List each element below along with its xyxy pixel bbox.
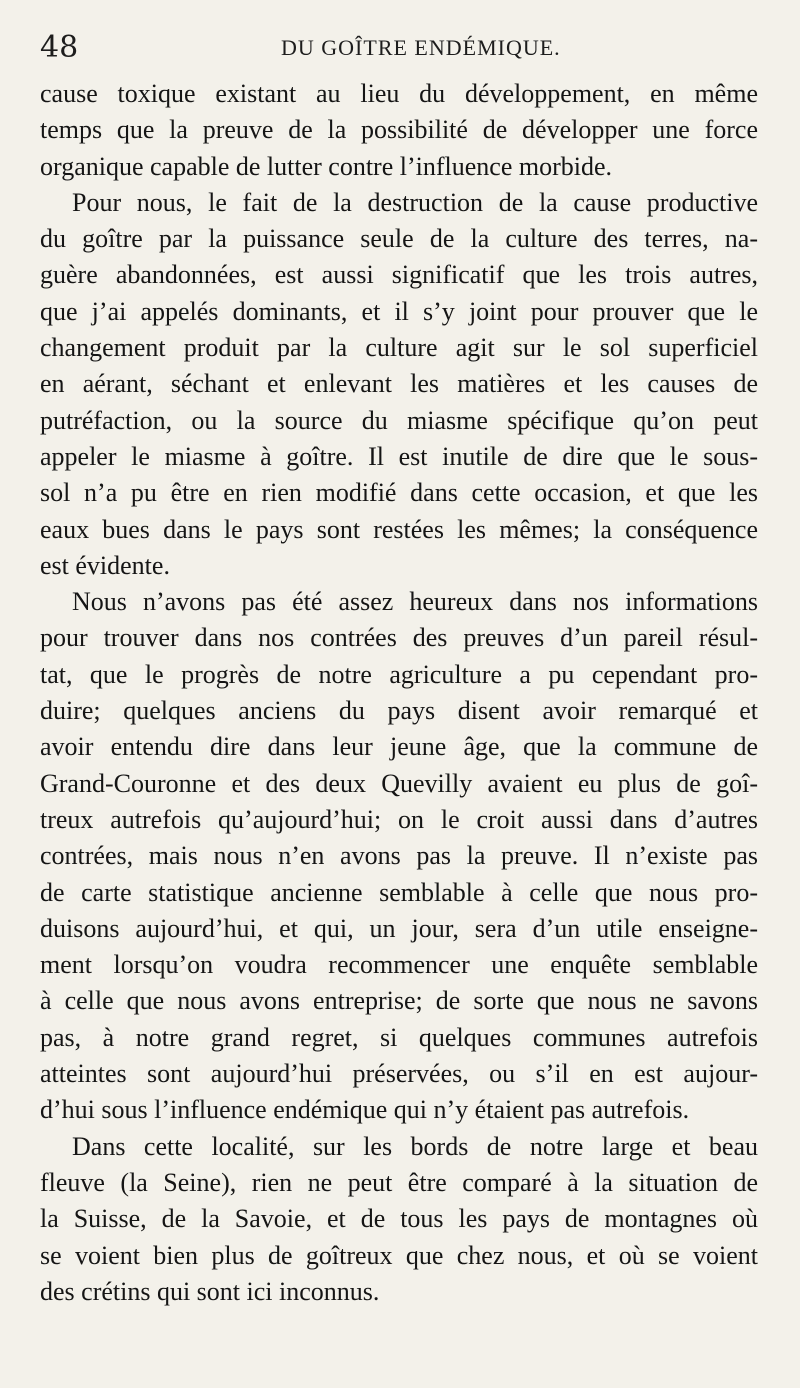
text-line: du goître par la puissance seule de la culture des terres, na- [40,224,758,254]
text-line: pas, à notre grand regret, si quelques communes autrefois [40,1022,758,1052]
text-line: Grand-Couronne et des deux Quevilly avaient eu plus de goî- [40,768,758,798]
text-line: Pour nous, le fait de la destruction de la cause productive [72,187,758,217]
text-line: tat, que le progrès de notre agriculture a pu cependant pro- [40,659,758,689]
page-number: 48 [40,30,79,65]
text-line: Dans cette localité, sur les bords de notre large et beau [72,1131,758,1161]
text-line: putréfaction, ou la source du miasme spécifique qu’on peut [40,405,758,435]
paragraph [40,584,758,1128]
text-line: fleuve (la Seine), rien ne peut être comparé à la situation de [40,1167,758,1197]
paragraph [40,185,758,584]
text-line: pour trouver dans nos contrées des preuves d’un pareil résul- [40,623,758,653]
text-line: ment lorsqu’on voudra recommencer une enquête semblable [40,950,758,980]
running-title: DU GOÎTRE ENDÉMIQUE. [281,35,561,60]
text-line: cause toxique existant au lieu du développement, en même [40,79,758,108]
text-line: en aérant, séchant et enlevant les matières et les causes de [40,369,758,399]
text-line: que j’ai appelés dominants, et il s’y joint pour prouver que le [40,296,758,326]
text-line: treux autrefois qu’aujourd’hui; on le croit aussi dans d’autres [40,804,758,834]
text-line: à celle que nous avons entreprise; de sorte que nous ne savons [40,986,758,1016]
text-line: sol n’a pu être en rien modifié dans cette occasion, et que les [40,478,758,508]
body-text [40,76,758,1310]
text-line: la Suisse, de la Savoie, et de tous les pays de montagnes où [40,1204,758,1234]
text-line: Nous n’avons pas été assez heureux dans nos informations [72,587,758,617]
text-line: temps que la preuve de la possibilité de développer une force [40,115,758,145]
text-line: guère abandonnées, est aussi significatif que les trois autres, [40,260,758,290]
text-line: avoir entendu dire dans leur jeune âge, que la commune de [40,732,758,762]
text-line: atteintes sont aujourd’hui préservées, ou s’il en est aujour- [40,1059,758,1089]
text-line: duire; quelques anciens du pays disent avoir remarqué et [40,696,758,726]
text-line: de carte statistique ancienne semblable à celle que nous pro- [40,877,758,907]
paragraph [40,1129,758,1310]
text-line: organique capable de lutter contre l’influence morbide. [40,151,612,181]
text-line: appeler le miasme à goître. Il est inutile de dire que le sous- [40,441,758,471]
text-line: duisons aujourd’hui, et qui, un jour, sera d’un utile enseigne- [40,913,758,943]
text-line: des crétins qui sont ici inconnus. [40,1276,380,1306]
text-line: se voient bien plus de goîtreux que chez nous, et où se voient [40,1240,758,1270]
text-line: contrées, mais nous n’en avons pas la preuve. Il n’existe pas [40,841,758,871]
text-line: est évidente. [40,550,170,580]
text-line: eaux bues dans le pays sont restées les mêmes; la conséquence [40,514,758,544]
paragraph [40,76,758,185]
text-line: changement produit par la culture agit sur le sol superficiel [40,333,758,363]
text-line: d’hui sous l’influence endémique qui n’y étaient pas autrefois. [40,1095,690,1125]
